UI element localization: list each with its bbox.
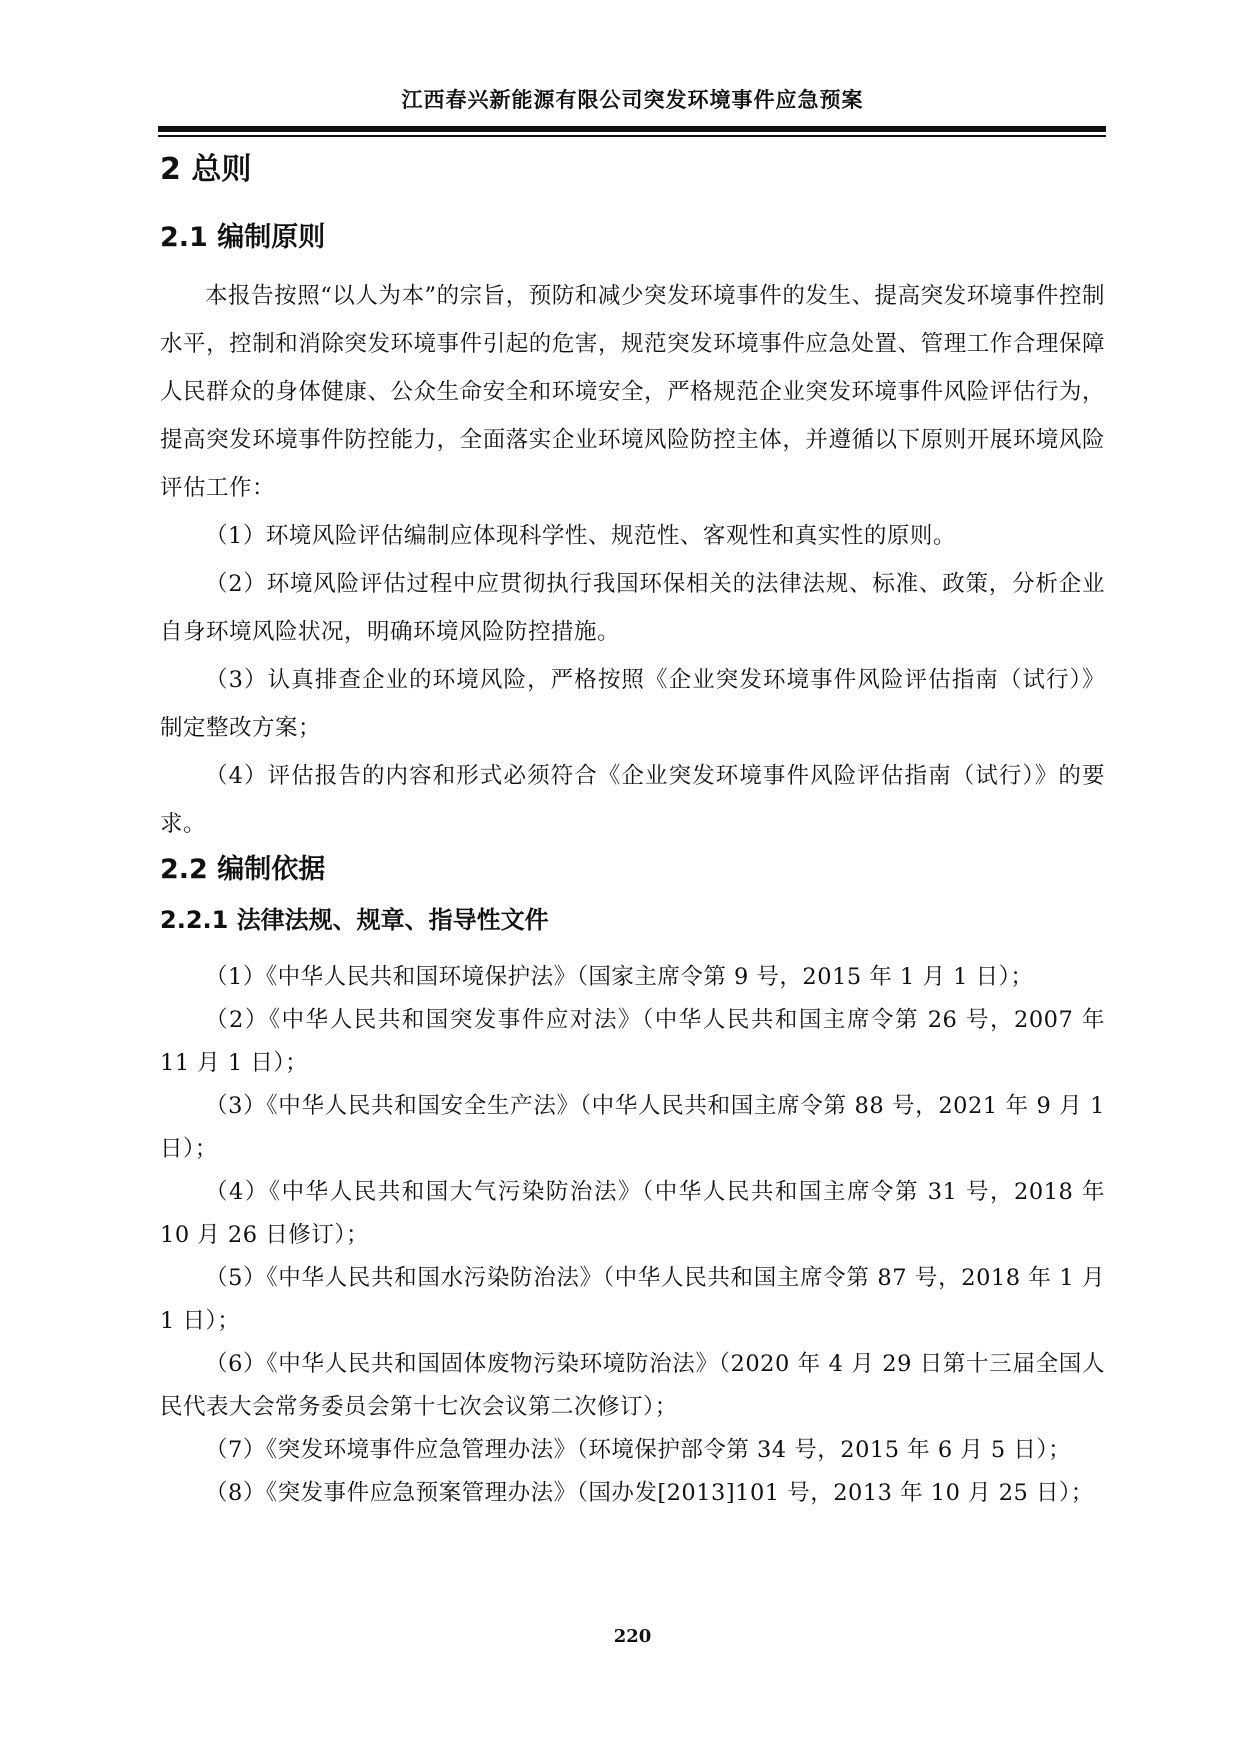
header-rule-thick <box>158 126 1106 132</box>
principle-item: （3）认真排查企业的环境风险，严格按照《企业突发环境事件风险评估指南（试行）》制定整改方案； <box>160 667 1105 741</box>
law-item: （1）《中华人民共和国环境保护法》（国家主席令第 9 号，2015 年 1 月 1 日）； <box>205 964 1034 990</box>
page-number: 220 <box>613 1626 652 1647</box>
principle-item: （2）环境风险评估过程中应贯彻执行我国环保相关的法律法规、标准、政策，分析企业自身环境风险状况，明确环境风险防控措施。 <box>160 571 1105 645</box>
chapter-title: 2 总则 <box>160 152 252 187</box>
principle-item: （1）环境风险评估编制应体现科学性、规范性、客观性和真实性的原则。 <box>205 523 956 549</box>
paragraph-intro: 本报告按照“以人为本”的宗旨，预防和减少突发环境事件的发生、提高突发环境事件控制水平，控制和消除突发环境事件引起的危害，规范突发环境事件应急处置、管理工作合理保障人民群众的身体健康、公众生命安全和环境安全，严格规范企业突发环境事件风险评估行为，提高突发环境事件防控能力，全面落实企业环境风险防控主体，并遵循以下原则开展环境风险评估工作： <box>160 283 1105 501</box>
section-title-2-2: 2.2 编制依据 <box>160 854 326 885</box>
section-title-2-1: 2.1 编制原则 <box>160 222 326 253</box>
law-item: （4）《中华人民共和国大气污染防治法》（中华人民共和国主席令第 31 号，2018 年 10 月 26 日修订）； <box>160 1179 1105 1248</box>
principle-item: （4）评估报告的内容和形式必须符合《企业突发环境事件风险评估指南（试行）》的要求。 <box>160 763 1105 837</box>
law-item: （7）《突发环境事件应急管理办法》（环境保护部令第 34 号，2015 年 6 月 5 日）； <box>205 1437 1072 1463</box>
law-item: （2）《中华人民共和国突发事件应对法》（中华人民共和国主席令第 26 号，2007 年 11 月 1 日）； <box>160 1007 1105 1076</box>
law-item: （8）《突发事件应急预案管理办法》（国办发[2013]101 号，2013 年 10 月 25 日）； <box>205 1480 1094 1506</box>
page-body <box>160 150 1105 1515</box>
running-header: 江西春兴新能源有限公司突发环境事件应急预案 <box>401 87 864 112</box>
subsection-title-2-2-1: 2.2.1 法律法规、规章、指导性文件 <box>160 906 549 934</box>
law-item: （5）《中华人民共和国水污染防治法》（中华人民共和国主席令第 87 号，2018 年 1 月 1 日）； <box>160 1265 1105 1334</box>
header-rule-thin <box>158 135 1106 137</box>
law-item: （6）《中华人民共和国固体废物污染环境防治法》（2020 年 4 月 29 日第十三届全国人民代表大会常务委员会第十七次会议第二次修订）； <box>160 1351 1105 1420</box>
law-item: （3）《中华人民共和国安全生产法》（中华人民共和国主席令第 88 号，2021 年 9 月 1 日）； <box>160 1093 1105 1162</box>
